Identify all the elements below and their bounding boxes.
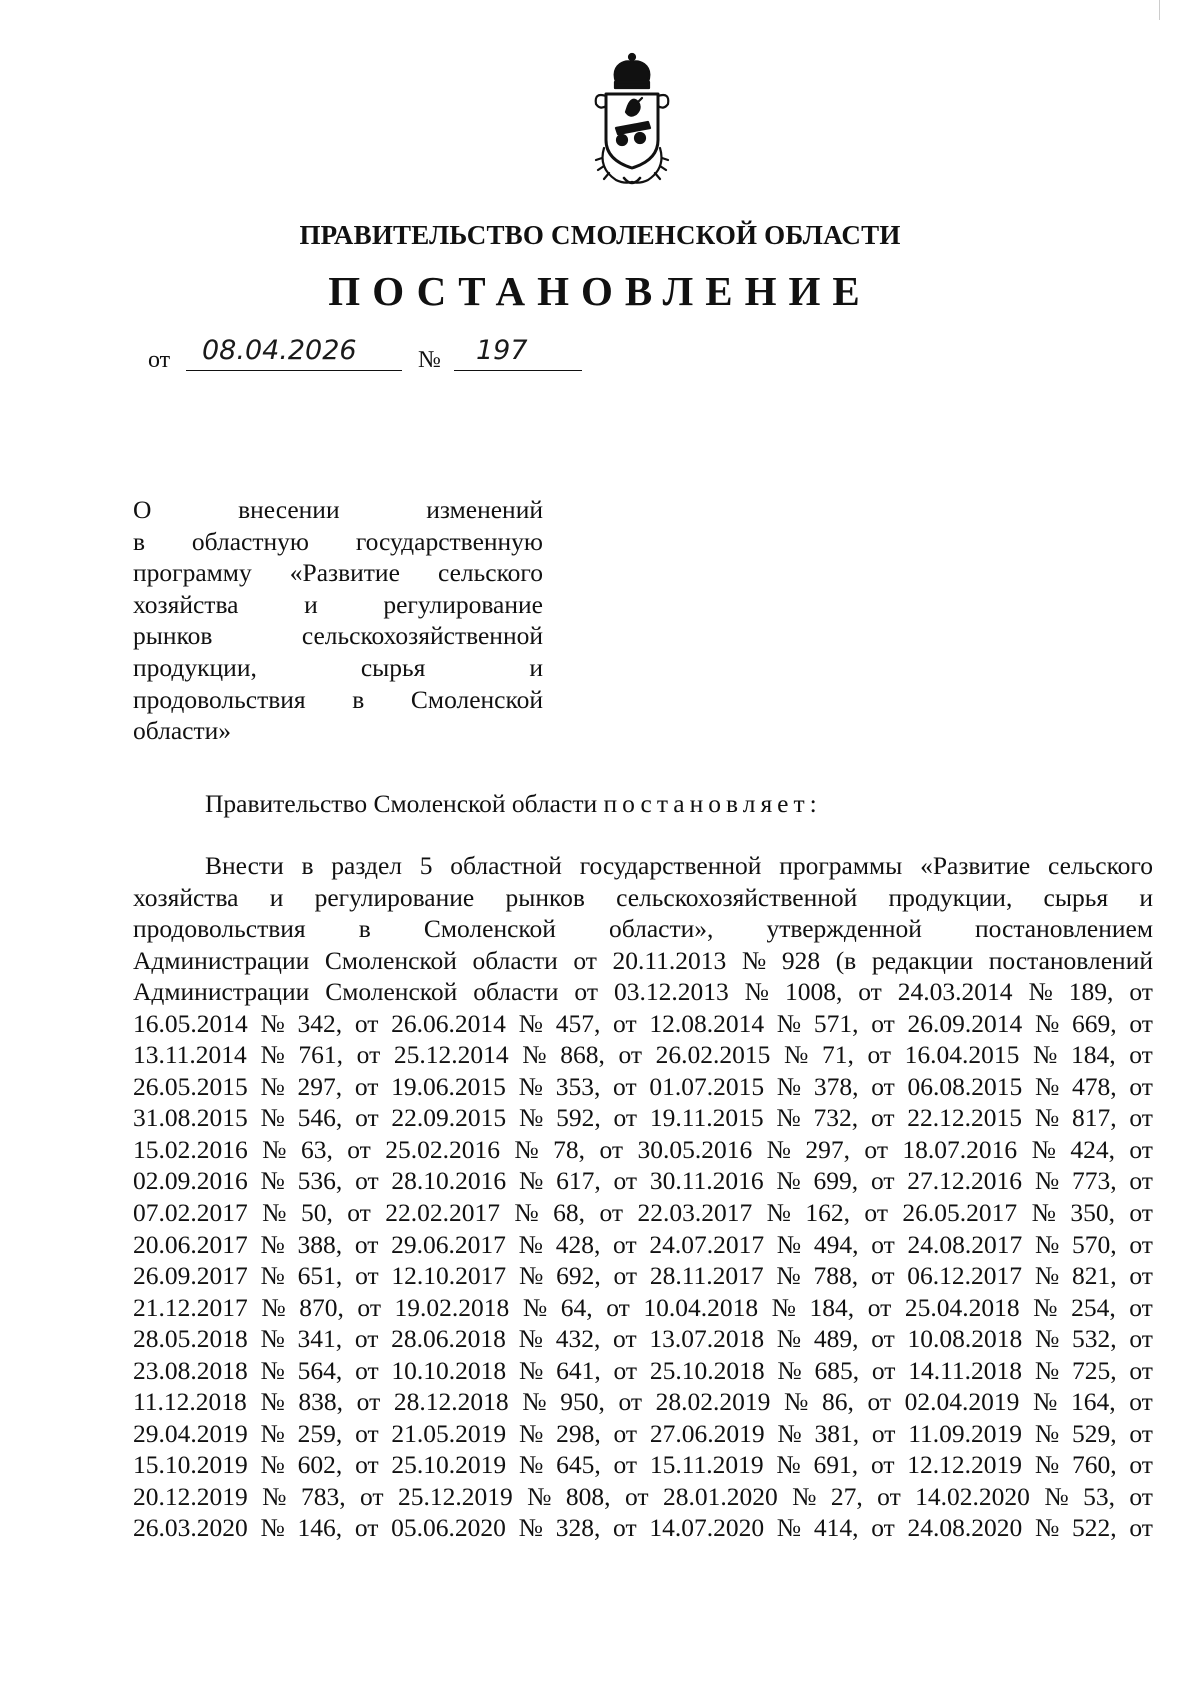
- document-subject: [133, 494, 543, 747]
- subject-word: областную: [191, 526, 309, 556]
- subject-line: [133, 684, 543, 716]
- subject-word: регулирование: [383, 589, 543, 619]
- preamble: [205, 789, 822, 819]
- body-line: 31.08.2015 № 546, от 22.09.2015 № 592, от 19.11.2015 № 732, от 22.12.2015 № 817, от: [133, 1103, 1153, 1133]
- number-prefix: №: [418, 347, 441, 373]
- subject-word: Смоленской: [410, 684, 543, 714]
- body-line: 26.09.2017 № 651, от 12.10.2017 № 692, от 28.11.2017 № 788, от 06.12.2017 № 821, от: [133, 1261, 1153, 1291]
- body-line: 15.02.2016 № 63, от 25.02.2016 № 78, от 30.05.2016 № 297, от 18.07.2016 № 424, от: [133, 1134, 1153, 1164]
- subject-word: и: [529, 652, 543, 682]
- body-line: 02.09.2016 № 536, от 28.10.2016 № 617, от 30.11.2016 № 699, от 27.12.2016 № 773, от: [133, 1166, 1153, 1196]
- date-prefix: от: [148, 347, 171, 373]
- body-line: 20.12.2019 № 783, от 25.12.2019 № 808, от 28.01.2020 № 27, от 14.02.2020 № 53, от: [133, 1481, 1153, 1511]
- subject-word: внесении: [238, 495, 340, 524]
- body-line: 11.12.2018 № 838, от 28.12.2018 № 950, от 28.02.2019 № 86, от 02.04.2019 № 164, от: [133, 1387, 1153, 1417]
- number-value: 197: [454, 335, 582, 371]
- subject-word: сельского: [437, 558, 543, 588]
- subject-word: «Развитие: [289, 558, 400, 588]
- date-number-line: [148, 335, 568, 375]
- subject-word: продукции,: [133, 652, 257, 682]
- subject-word: продовольствия: [133, 684, 306, 714]
- subject-word: рынков: [133, 621, 213, 651]
- subject-word: государственную: [355, 526, 543, 556]
- body-line: продовольствия в Смоленской области», утвержденной постановлением: [133, 914, 1153, 944]
- preamble-text: Правительство Смоленской области: [205, 789, 598, 818]
- scan-edge-mark: [1159, 0, 1160, 20]
- subject-word: О: [133, 495, 152, 524]
- subject-line: [133, 620, 543, 652]
- subject-line: [133, 589, 543, 621]
- body-line: хозяйства и регулирование рынков сельскохозяйственной продукции, сырья и: [133, 882, 1153, 912]
- body-line: 20.06.2017 № 388, от 29.06.2017 № 428, от 24.07.2017 № 494, от 24.08.2017 № 570, от: [133, 1229, 1153, 1259]
- date-value: 08.04.2026: [186, 335, 402, 371]
- subject-line: [133, 557, 543, 589]
- body-line: 07.02.2017 № 50, от 22.02.2017 № 68, от 22.03.2017 № 162, от 26.05.2017 № 350, от: [133, 1198, 1153, 1228]
- document-body: [133, 850, 1153, 1544]
- organization-title: ПРАВИТЕЛЬСТВО СМОЛЕНСКОЙ ОБЛАСТИ: [299, 220, 901, 250]
- preamble-decree-word: постановляет:: [603, 789, 822, 818]
- subject-word: сельскохозяйственной: [301, 621, 543, 651]
- document-type-title: ПОСТАНОВЛЕНИЕ: [328, 268, 872, 314]
- body-line: 26.05.2015 № 297, от 19.06.2015 № 353, от 01.07.2015 № 378, от 06.08.2015 № 478, от: [133, 1071, 1153, 1101]
- smolensk-coat-of-arms-icon: [582, 52, 682, 190]
- subject-word: области»: [133, 716, 231, 746]
- subject-line: [133, 526, 543, 558]
- subject-word: хозяйства: [133, 589, 239, 619]
- subject-line: [133, 715, 543, 747]
- subject-word: в: [133, 526, 146, 556]
- body-line: 28.05.2018 № 341, от 28.06.2018 № 432, от 13.07.2018 № 489, от 10.08.2018 № 532, от: [133, 1324, 1153, 1354]
- subject-line: [133, 494, 543, 526]
- body-line: Администрации Смоленской области от 20.11.2013 № 928 (в редакции постановлений: [133, 945, 1153, 975]
- body-line: 21.12.2017 № 870, от 19.02.2018 № 64, от 10.04.2018 № 184, от 25.04.2018 № 254, от: [133, 1292, 1153, 1322]
- subject-line: [133, 652, 543, 684]
- subject-word: изменений: [426, 495, 543, 524]
- body-line: 16.05.2014 № 342, от 26.06.2014 № 457, от 12.08.2014 № 571, от 26.09.2014 № 669, от: [133, 1008, 1153, 1038]
- body-line: 23.08.2018 № 564, от 10.10.2018 № 641, от 25.10.2018 № 685, от 14.11.2018 № 725, от: [133, 1355, 1153, 1385]
- body-line: Администрации Смоленской области от 03.12.2013 № 1008, от 24.03.2014 № 189, от: [133, 977, 1153, 1007]
- body-line: 15.10.2019 № 602, от 25.10.2019 № 645, от 15.11.2019 № 691, от 12.12.2019 № 760, от: [133, 1450, 1153, 1480]
- body-line: 29.04.2019 № 259, от 21.05.2019 № 298, от 27.06.2019 № 381, от 11.09.2019 № 529, от: [133, 1418, 1153, 1448]
- body-line: 13.11.2014 № 761, от 25.12.2014 № 868, от 26.02.2015 № 71, от 16.04.2015 № 184, от: [133, 1040, 1153, 1070]
- subject-word: в: [352, 684, 365, 714]
- subject-word: программу: [133, 558, 252, 588]
- body-line: 26.03.2020 № 146, от 05.06.2020 № 328, от 14.07.2020 № 414, от 24.08.2020 № 522, от: [133, 1513, 1153, 1543]
- subject-word: сырья: [360, 652, 426, 682]
- body-line: Внести в раздел 5 областной государственной программы «Развитие сельского: [205, 851, 1153, 880]
- subject-word: и: [304, 589, 318, 619]
